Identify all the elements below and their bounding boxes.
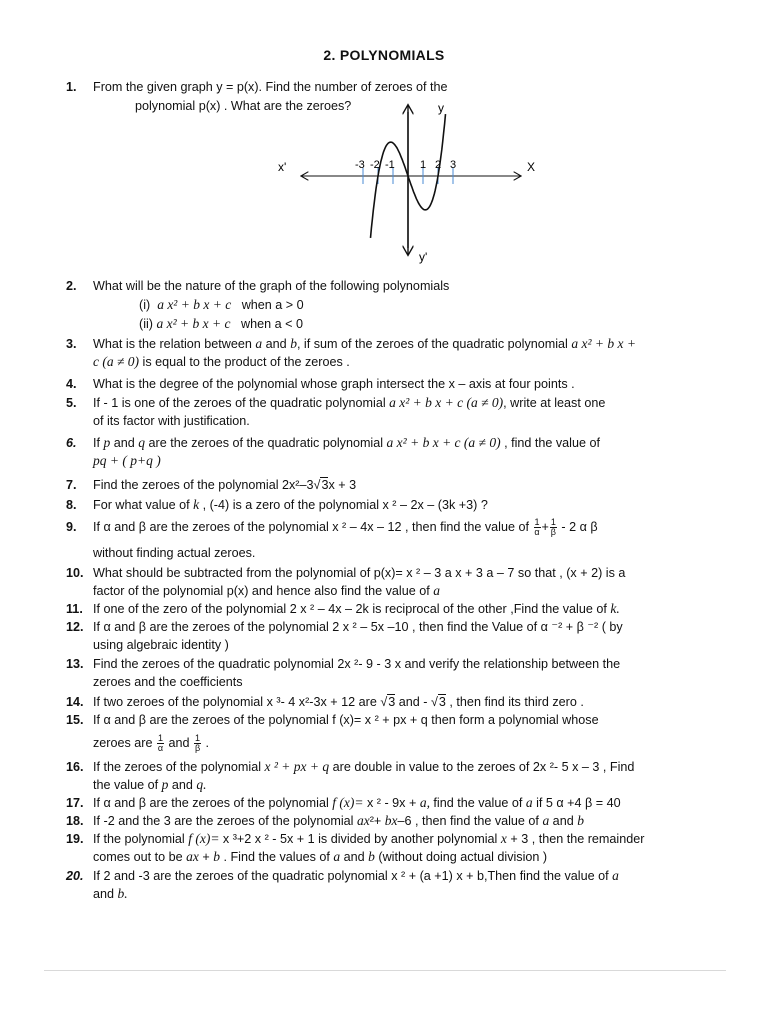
question-number: 9. xyxy=(66,520,77,534)
x-tick-label: 1 xyxy=(420,159,427,171)
question-9-continued: without finding actual zeroes. xyxy=(93,546,256,560)
y-prime-label: y' xyxy=(419,250,428,264)
question-number: 18. xyxy=(66,814,84,828)
page-title: 2. POLYNOMIALS xyxy=(323,47,445,63)
x-axis-label: X xyxy=(527,160,536,174)
subquestion-ii: (ii) a x² + b x + c when a < 0 xyxy=(139,316,303,331)
x-tick-label: 2 xyxy=(435,159,442,171)
question-text: What will be the nature of the graph of the following polynomials xyxy=(93,279,450,293)
x-tick-label: -3 xyxy=(355,159,365,171)
question-text: What should be subtracted from the polynomial of p(x)= x ² – 3 a x + 3 a – 7 so that , (x + 2) is a factor of the polynomial p(x) and hence also find the value of a xyxy=(93,566,626,599)
question-text: If α and β are the zeroes of the polynomial f (x)= x ² - 9x + a, find the value of a if 5 α +4 β = 40 xyxy=(93,795,621,810)
question-20 xyxy=(66,867,716,904)
question-text: If p and q are the zeroes of the quadratic polynomial a x² + b x + c (a ≠ 0) , find the value of pq + ( p+q ) xyxy=(93,435,600,469)
question-text: If one of the zero of the polynomial 2 x ² – 4x – 2k is reciprocal of the other ,Find the value of k. xyxy=(93,601,620,616)
question-17 xyxy=(66,794,716,812)
question-text: If 2 and -3 are the zeroes of the quadratic polynomial x ² + (a +1) x + b,Then find the value of a and b. xyxy=(93,868,619,902)
question-14 xyxy=(66,693,716,711)
question-number: 1. xyxy=(66,80,77,94)
question-number: 20. xyxy=(66,869,84,883)
question-3 xyxy=(66,335,716,372)
x-prime-label: x' xyxy=(278,160,287,174)
question-5 xyxy=(66,394,716,431)
question-10 xyxy=(66,564,716,601)
question-text: From the given graph y = p(x). Find the number of zeroes of the xyxy=(93,80,448,94)
question-text: Find the zeroes of the polynomial 2x²–3√3x + 3 xyxy=(93,478,357,492)
question-text: If - 1 is one of the zeroes of the quadratic polynomial a x² + b x + c (a ≠ 0), write at least one of its factor with justification. xyxy=(93,395,606,429)
question-6 xyxy=(66,434,716,471)
question-13 xyxy=(66,655,716,692)
question-number: 4. xyxy=(66,377,77,391)
question-text: What is the relation between a and b, if sum of the zeroes of the quadratic polynomial a x² + b x + c (a ≠ 0) is equal to the product of the zeroes . xyxy=(93,336,636,370)
question-15 xyxy=(66,711,716,729)
question-number: 7. xyxy=(66,478,77,492)
question-number: 16. xyxy=(66,760,84,774)
question-1 xyxy=(66,78,716,96)
question-number: 5. xyxy=(66,396,77,410)
question-7 xyxy=(66,476,716,494)
question-text: If α and β are the zeroes of the polynomial f (x)= x ² + px + q then form a polynomial whose xyxy=(93,713,599,727)
question-number: 12. xyxy=(66,620,84,634)
question-text: If the polynomial f (x)= x ³+2 x ² - 5x + 1 is divided by another polynomial x + 3 , then the remainder comes out to be ax + b . Find the values of a and b (without doing actual division ) xyxy=(93,831,645,865)
question-18 xyxy=(66,812,716,830)
question-8 xyxy=(66,496,716,514)
question-number: 13. xyxy=(66,657,84,671)
question-19 xyxy=(66,830,716,867)
question-number: 2. xyxy=(66,279,77,293)
question-text: If two zeroes of the polynomial x ³- 4 x²-3x + 12 are √3 and - √3 , then find its third zero . xyxy=(93,695,584,709)
question-number: 3. xyxy=(66,337,77,351)
x-ticks xyxy=(355,159,456,184)
question-number: 15. xyxy=(66,713,84,727)
question-text: Find the zeroes of the quadratic polynomial 2x ²- 9 - 3 x and verify the relationship between the zeroes and the coefficients xyxy=(93,657,621,690)
question-number: 17. xyxy=(66,796,84,810)
question-4 xyxy=(66,375,716,393)
y-axis-label: y xyxy=(438,101,444,115)
question-text: What is the degree of the polynomial whose graph intersect the x – axis at four points . xyxy=(93,377,575,391)
footer-divider xyxy=(44,970,726,971)
question-text: If α and β are the zeroes of the polynomial 2 x ² – 5x –10 , then find the Value of α ⁻² + β ⁻² ( by using algebraic identity ) xyxy=(93,620,623,653)
question-text: If the zeroes of the polynomial x ² + px + q are double in value to the zeroes of 2x ²- 5 x – 3 , Find the value of p and q. xyxy=(93,759,635,793)
question-number: 14. xyxy=(66,695,84,709)
question-number: 6. xyxy=(66,436,77,450)
subquestion-i: (i) a x² + b x + c when a > 0 xyxy=(139,297,304,312)
x-tick-label: -1 xyxy=(385,159,395,171)
question-text: If -2 and the 3 are the zeroes of the polynomial ax²+ bx–6 , then find the value of a and b xyxy=(93,813,584,828)
polynomial-graph xyxy=(276,98,556,270)
question-number: 10. xyxy=(66,566,84,580)
question-1-continued: polynomial p(x) . What are the zeroes? xyxy=(135,99,352,113)
question-2 xyxy=(66,277,716,295)
x-tick-label: -2 xyxy=(370,159,380,171)
question-9 xyxy=(66,518,716,537)
question-number: 8. xyxy=(66,498,77,512)
question-11 xyxy=(66,600,716,618)
x-tick-label: 3 xyxy=(450,159,457,171)
question-15-continued: zeroes are $\frac{1}{\alpha}$ and $\frac{1}{\beta}$ . xyxy=(93,733,210,754)
question-number: 11. xyxy=(66,602,83,616)
question-number: 19. xyxy=(66,832,84,846)
question-12 xyxy=(66,618,716,655)
question-text: If α and β are the zeroes of the polynomial x ² – 4x – 12 , then find the value of $\frac{1}{\alpha}$ + $\frac{1}{\beta}$ - 2 α β xyxy=(93,517,598,538)
question-text: For what value of k , (-4) is a zero of the polynomial x ² – 2x – (3k +3) ? xyxy=(93,497,488,512)
question-16 xyxy=(66,758,716,795)
